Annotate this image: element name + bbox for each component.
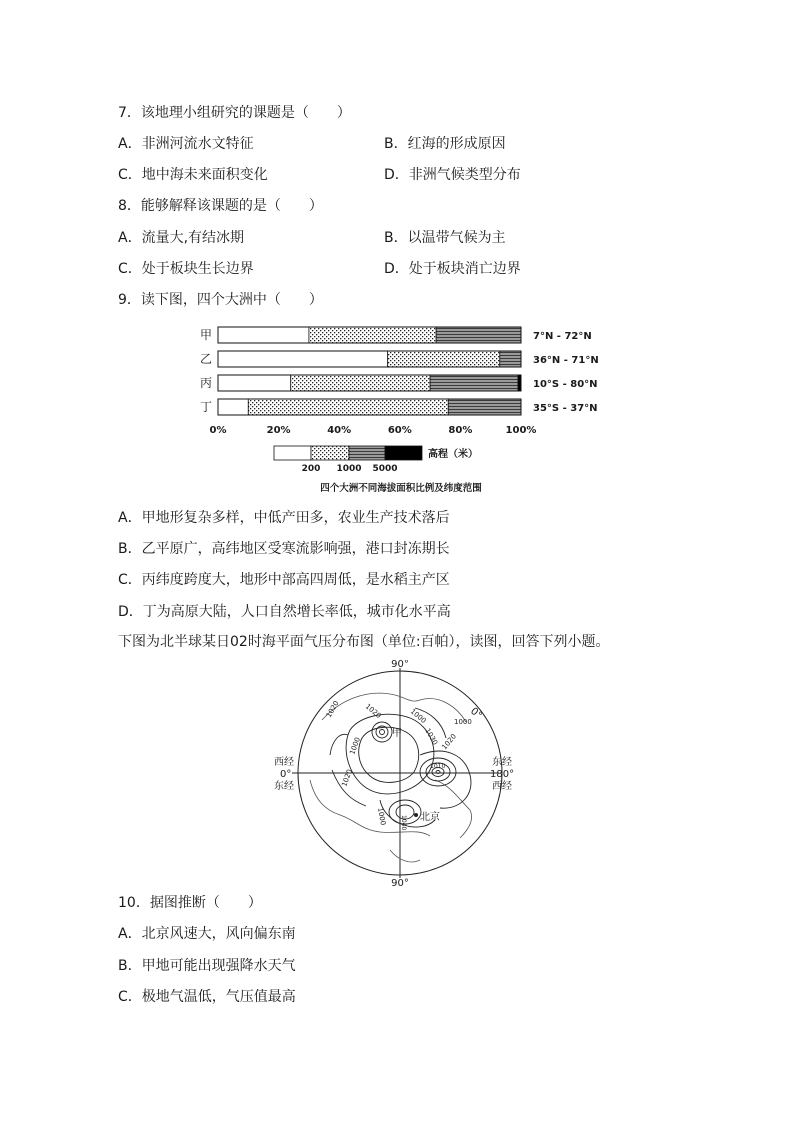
elevation-chart	[196, 322, 606, 497]
legend-swatch	[311, 446, 349, 460]
legend-tick-label: 200	[301, 464, 321, 474]
bar-segment	[218, 399, 248, 415]
q8-option-a: A．流量大,有结冰期	[118, 230, 245, 246]
beijing-dot	[414, 813, 418, 817]
bar-segment	[218, 375, 291, 391]
bar-segment	[388, 351, 500, 367]
legend-swatch	[274, 446, 311, 460]
q9-stem: 9．读下图，四个大洲中（ ）	[118, 292, 323, 308]
latitude-range-label: 7°N - 72°N	[533, 331, 592, 342]
legend-tick-label: 5000	[372, 464, 398, 474]
legend-swatch	[385, 446, 422, 460]
q8-option-d: D．处于板块消亡边界	[384, 261, 521, 277]
map-label-east-left: 东经	[274, 781, 294, 792]
map-label-180: 180°	[490, 769, 515, 780]
q9-option-c: C．丙纬度跨度大，地形中部高四周低，是水稻主产区	[118, 572, 450, 588]
q7-option-c: C．地中海未来面积变化	[118, 167, 268, 183]
chart-title: 四个大洲不同海拔面积比例及纬度范围	[320, 483, 482, 494]
map-point-jia: 甲	[392, 728, 402, 739]
q7-option-d: D．非洲气候类型分布	[384, 167, 521, 183]
q8-stem: 8．能够解释该课题的是（ ）	[118, 198, 323, 214]
isobar-label: 1010	[430, 763, 446, 770]
map-label-west-left: 西经	[274, 757, 294, 768]
isobar-label: 1020	[340, 768, 354, 788]
q8-option-b: B．以温带气候为主	[384, 230, 506, 246]
q7-option-a: A．非洲河流水文特征	[118, 136, 254, 152]
x-tick-label: 60%	[387, 425, 412, 436]
bar-segment	[430, 375, 518, 391]
q10-option-c: C．极地气温低，气压值最高	[118, 989, 296, 1005]
x-tick-label: 0%	[209, 425, 227, 436]
legend-swatch	[349, 446, 385, 460]
category-label: 丁	[199, 400, 212, 414]
latitude-range-label: 35°S - 37°N	[533, 403, 598, 414]
q10-option-b: B．甲地可能出现强降水天气	[118, 958, 296, 974]
isobar-label: 1030	[423, 727, 440, 747]
bar-segment	[218, 351, 388, 367]
category-label: 丙	[199, 376, 212, 390]
isobar-label: 1000	[408, 707, 428, 725]
pressure-map	[270, 660, 522, 888]
legend-title: 高程（米）	[428, 449, 478, 460]
map-label-top: 90°	[391, 660, 409, 670]
map-intro: 下图为北半球某日02时海平面气压分布图（单位:百帕），读图，回答下列小题。	[118, 634, 610, 650]
bar-segment	[448, 399, 521, 415]
q7-option-b: B．红海的形成原因	[384, 136, 506, 152]
bar-segment	[291, 375, 430, 391]
q9-option-d: D．丁为高原大陆，人口自然增长率低，城市化水平高	[118, 604, 451, 620]
q10-stem: 10．据图推断（ ）	[118, 895, 262, 911]
isobar-label: 1040	[400, 815, 407, 831]
bar-segment	[500, 351, 521, 367]
bar-segment	[248, 399, 448, 415]
category-label: 甲	[199, 328, 212, 342]
map-label-east-right: 东经	[492, 757, 512, 768]
q10-option-a: A．北京风速大，风向偏东南	[118, 926, 296, 942]
map-city-beijing: 北京	[420, 812, 440, 823]
latitude-range-label: 10°S - 80°N	[533, 379, 598, 390]
latitude-range-label: 36°N - 71°N	[533, 355, 599, 366]
bar-segment	[309, 327, 436, 343]
bar-segment	[218, 327, 309, 343]
isobar-label: 1000	[348, 736, 362, 756]
map-label-zero-deg: 0°	[468, 705, 484, 722]
q7-stem: 7．该地理小组研究的课题是（ ）	[118, 105, 351, 121]
isobar-label: 1020	[440, 732, 458, 752]
q8-option-c: C．处于板块生长边界	[118, 261, 254, 277]
legend-tick-label: 1000	[336, 464, 362, 474]
x-tick-label: 20%	[266, 425, 291, 436]
isobar-label: 1020	[363, 702, 383, 720]
x-tick-label: 80%	[448, 425, 473, 436]
q9-option-a: A．甲地形复杂多样，中低产田多，农业生产技术落后	[118, 510, 450, 526]
x-tick-label: 100%	[505, 425, 537, 436]
bar-segment	[436, 327, 521, 343]
map-label-zero-left: 0°	[280, 769, 292, 780]
category-label: 乙	[199, 352, 212, 366]
q9-option-b: B．乙平原广，高纬地区受寒流影响强，港口封冻期长	[118, 541, 450, 557]
x-tick-label: 40%	[327, 425, 352, 436]
isobar-label: 1000	[454, 718, 472, 726]
map-label-bottom: 90°	[391, 878, 409, 888]
map-label-west-right: 西经	[492, 781, 512, 792]
isobar-label: 1000	[376, 806, 388, 826]
isobar-label: 1020	[324, 699, 341, 719]
